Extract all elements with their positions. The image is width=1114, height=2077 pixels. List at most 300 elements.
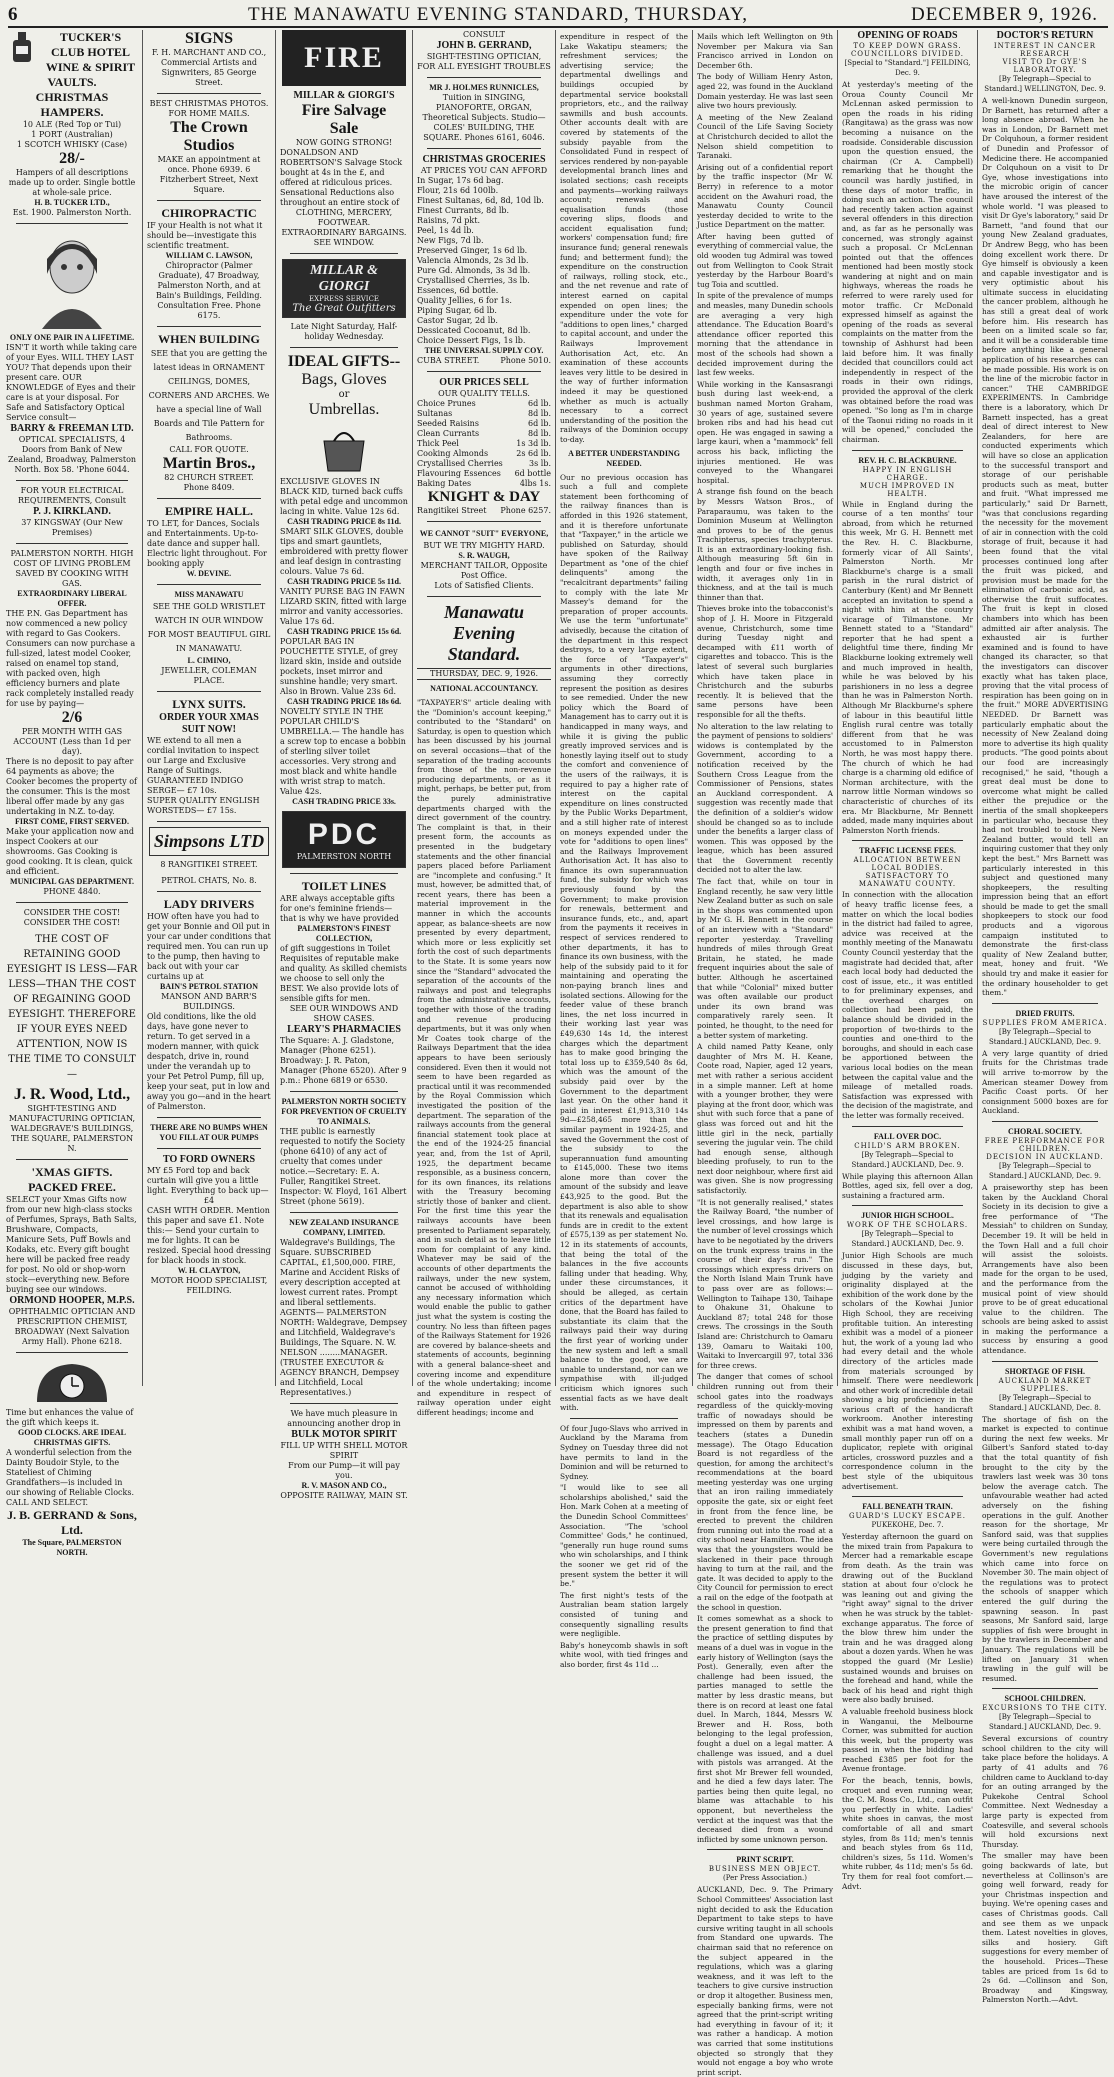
fall-dateline: [By Telegraph—Special to Standard.] AUCKLAND, Dec. 9. (851, 1150, 964, 1169)
price-item: Seeded Raisins (417, 419, 479, 428)
lynx-head2: ORDER YOUR XMAS SUIT NOW! (159, 712, 259, 735)
price-row (417, 449, 551, 459)
hooper-text: SELECT your Xmas Gifts now from our new high-class stocks of Perfumes, Sprays, Bath Salts, Brushware, Compacts, Manicure Sets, Puff Bowls and Kodaks, etc. Every gift bought here will be packed free ready for post. No old or shop-worn stock—everything new. Before buying see our windows. (6, 1195, 137, 1294)
price-value: 8d lb. (528, 429, 551, 438)
grocery-item: Raisins, 7d pkt. (417, 216, 481, 225)
ideal-item-4: POPULAR BAG IN POUCHETTE STYLE, of grey lizard skin, inside and outside pockets, inset mirror and sunshine handle; very smart. Also in Brown. Value 23s 6d. (280, 637, 402, 696)
fire-salvage-ad (280, 30, 408, 248)
doctor-sub: INTEREST IN CANCER RESEARCH (993, 42, 1097, 58)
leary-name: LEARY'S PHARMACIES (287, 1024, 401, 1035)
issue-date: DECEMBER 9, 1926. (911, 4, 1098, 25)
martin-phone: Phone 8409. (183, 483, 235, 492)
chiropractic-ad (147, 206, 271, 321)
signs-ad (147, 30, 271, 88)
news-item: A strange fish found on the beach by Messrs Watson Bros., of Paraparaumu, was taken to the Dominion Museum at Wellington and proves to be of the genus Trachipterus, species trachypterus. It is an extraordinary-looking fish. Although measuring 5ft 6in in length and four or five inches in width, it averages only 1in in thickness, and at the tail is much thinner than that. (697, 487, 833, 602)
tucker-note: Hampers of all descriptions made up to order. Single bottle at whole-sale price. (8, 168, 136, 197)
gas-first: FIRST COME, FIRST SERVED. (15, 817, 129, 826)
news-item: In spite of the prevalence of mumps and measles, many Dunedin schools are averaging a very high attendance. The Education Board's attendance officer reported this morning that the attendance in most of the schools had shown a decided improvement during the last few weeks. (697, 291, 833, 378)
logo-name: MILLAR & GIORGI (309, 263, 379, 294)
pdc-letters: PDC (307, 818, 381, 851)
news-item: Baby's honeycomb shawls in soft white wool, with tied fringes and also border, first 4s 11d ... (560, 1640, 688, 1669)
hooper-name: ORMOND HOOPER, M.P.S. (9, 1295, 135, 1306)
price-row (417, 459, 551, 469)
groceries-head: CHRISTMAS GROCERIES (422, 154, 546, 165)
column-7 (838, 30, 977, 1891)
crown-text: MAKE an appointment at once. Phone 6939. 6 Fitzherbert Street, Next Square. (157, 155, 261, 194)
tucker-ad (6, 30, 138, 218)
fish-sub: AUCKLAND MARKET SUPPLIES. (998, 1376, 1092, 1393)
price-row (417, 419, 551, 429)
knight-day-ad (417, 377, 551, 516)
masthead (8, 4, 1108, 28)
grocery-item: Dessicated Cocoanut, 8d lb. (417, 326, 531, 335)
news-item: A meeting of the New Zealand Council of the Life Saving Society at Christchurch decided to allot the Nelson shield competition to Taranaki. (697, 112, 833, 161)
grocery-item: Flour, 21s 6d 100lb. (417, 186, 499, 195)
pdc-sub: PALMERSTON NORTH (296, 852, 392, 861)
junior-sub: WORK OF THE SCHOLARS. (846, 1221, 969, 1230)
gas-text: THE P.N. Gas Department has now commenced a new policy with regard to Gas Cookers. Consumers can now purchase a full-sized, latest model Cooker, raised on enamel top stand, with packed oven, high efficiency burners and plate rack completely installed ready for use by paying— (6, 609, 136, 708)
price-table (417, 399, 551, 489)
fall-head: FALL OVER DOC. (873, 1131, 942, 1141)
gas-offer: EXTRAORDINARY LIBERAL OFFER. (17, 589, 127, 608)
leary-head2: PALMERSTON'S FINEST COLLECTION, (297, 924, 391, 943)
tucker-item: 1 PORT (Australian) (31, 130, 113, 139)
news-item: Arising out of a confidential report by the traffic inspector (Mr W. Berry) in reference to a motor accident on the Awahuri road, the Manawatu County Council yesterday decided to write to the Justice Department on the matter. (697, 162, 833, 230)
ideal-price-4: CASH TRADING PRICE 18s 6d. (286, 697, 402, 706)
news-item: The first night's tests of the Australian beam station largely consisted of tuning and consequently signalling results were negligible. (560, 1590, 688, 1639)
insurance-agents: AGENTS— PALMERSTON NORTH: Waldegrave, Dempsey and Litchfield, Waldegrave's Buildings, The Square. N. W. NELSON ........MANAGER. (TRUSTEE EXECUTOR & AGENCY BRANCH, Dempsey and Litchfield, Local Representatives.) (280, 1308, 407, 1397)
martin-text: SEE that you are getting the latest ideas in ORNAMENT CEILINGS, DOMES, CORNERS AND ARCHES. We have a special line of Wall Boards and Tile Pattern for Bathrooms. (148, 349, 270, 442)
price-item: Thick Peel (417, 439, 459, 448)
ideal-item-3: VANITY PURSE BAG IN FAWN LIZARD SKIN, fitted with large mirror and vanity accessories. Value 17s 6d. (280, 587, 407, 626)
price-value: 6d lb. (528, 399, 551, 408)
bains-sub: MANSON AND BARR'S BUILDINGS. (161, 992, 257, 1011)
christmas-groceries-ad (417, 154, 551, 366)
empire-text: TO LET, for Dances, Socials and Entertainments. Up-to-date dance and supper hall. Electric light throughout. For booking apply (147, 519, 267, 568)
empire-hall-ad (147, 504, 271, 579)
fire-see: SEE WINDOW. (313, 238, 375, 247)
ideal-item-5: NOVELTY STYLE IN THE POPULAR CHILD'S UMBRELLA.— The handle has a screw top to encase a bobbin of sterling silver toilet accessories. Very strong and most black and white handle with wrist strap to match. Value 42s. (280, 707, 406, 796)
gerrand-text: Time but enhances the value of the gift which keeps it. (6, 1408, 134, 1427)
school-body: Several excursions of country school children to the city will take place before the holidays. A party of 41 adults and 76 children came to Auckland to-day for an outing arranged by the Pukekohe Central School Committee. Next Wednesday a large party is expected from Coatesville, and several schools will hold excursions next Thursday. (982, 1734, 1108, 1849)
fire-extra: EXTRAORDINARY BARGAINS. (281, 228, 407, 237)
traffic-sub2: SATISFACTORY TO MANAWATU COUNTY. (858, 872, 957, 889)
groceries-address: CUBA STREET. (417, 356, 480, 365)
better-understanding-body: Our no previous occasion has such a full and complete statement been forthcoming of the railway finances than is afforded in this 1926 statement, and it is therefore unfortunate that "Taxpayer," in the article we published on Saturday, should have spoken of the Railway Department as "one of the chief delinquents" among the "recalcitrant departments" failing to comply with the late Mr Massey's demand for the preparation of proper accounts. We use the term "unfortunate" advisedly, because the citation of the department in this respect destroys, to a very large extent, the force of "Taxpayer's" arguments in other directions, assuming they correctly represent the position as desires to see remedied. Under the new policy which the Board of Management has to carry out it is handicapped in many ways, and while it is giving the public greatly improved services and is honestly laying itself out to study the comfort and convenience of the users of the railways, it is required to pay a higher rate of interest on the capital expenditure on lines constructed by the Public Works Department, and a still higher rate of interest on moneys expended under the vote for "additions to open lines" and the Railways Improvement Authorisation Act. It has also to finance its own superannuation fund, the subsidy for which was previously found by the Government; to make provision for renewals, betterment and insurance funds, etc., and, apart from the payments it receives in respect of services rendered to other departments, it has to finance its own business, with the help of the subsidy paid to it for maintaining and operating the non-paying branch lines and isolated sections. Allowing for the feeder value of these branch lines, the net loss incurred in their working last year was £49,630 14s 1d, the interest charges which the department has to make good bringing the total loss up to £359,540 8s 6d, which was the amount of the subsidy paid over by the Government to the department last year. On the other hand it paid in interest £1,913,310 14s 9d—£258,465 more than the similar payment in 1924-25, and saved the Government the cost of the subsidy to the superannuation fund amounting to £145,000. These two items alone more than cover the amount of the subsidy and leave £43,925 to the good. But the department is also able to show that its renewals and equalisation funds are in credit to the extent of £575,139 as per statement No. 12 in its statements of accounts, that being the total of the balances in the five accounts falling under that heading. Why, under these circumstances, it should be alleged, as certain critics of the department have done, that the Board has failed to substantiate its claim that the railways paid their way during the first year of working under the new system and left a small balance to the good, we are unable to understand, nor can we sympathise with ill-judged criticism which ignores such essential facts as we have dealt with. (560, 472, 688, 1413)
gerrand-address: The Square, PALMERSTON NORTH. (22, 1538, 122, 1557)
fall-sub: CHILD'S ARM BROKEN. (854, 1141, 961, 1150)
gerrand-clocks-ad (6, 1358, 138, 1558)
price-row (417, 429, 551, 439)
groceries-phone: Phone 5010. (500, 356, 551, 365)
ideal-head: IDEAL GIFTS-- (287, 353, 401, 370)
editorial-continued: expenditure in respect of the Lake Wakatipu steamers; the refreshment services; the advertising service; the departmental dwellings and buildings occupied by departmental service bookstall proprietors, etc., and the railway sawmills and bush accounts. Other accounts dealt with are covered by statements of the subsidy payable from the Consolidated Fund in respect of services rendered by non-payable developmental branch lines and isolated sections; cash receipts and payments—working railways account; renewals and equalisation funds (those covering slips, floods and accident equalisation fund; workers' compensation fund; fire insurance fund; general renewals fund; and betterment fund); the expenditure on the construction of railways, rolling stock, etc., and the net revenue and rate of interest earned on capital expended on open lines; the expenditure under the vote for "additions to open lines," charged to capital account, and under the Railways Improvement Authorisation Act, etc. An examination of these accounts leaves very little to be desired in the way of further information indeed it may be questioned whether as much is actually necessary to a correct understanding of the position the railways of the Dominion occupy to-day. (560, 32, 688, 444)
news-item: No alteration to the law relating to the payment of pensions to soldiers' widows is contemplated by the Government, according to a notification received by the Southern Cross League from the Commissioner of Pensions, states an Auckland correspondent. A suggestion was recently made that the definition of a soldier's widow should be changed so as to include under the benefits a larger class of women. This was opposed by the league, which has been assured that the Government recently decided not to alter the law. (697, 721, 833, 875)
clayton-text: MY £5 Ford top and back curtain will give you a little light. Everything to back up— (147, 1166, 269, 1195)
gerrand-text2: A wonderful selection from the Dainty Boudoir Style, to the Stateliest of Chiming Grandfathers—is included in our showing of Reliable Clocks. CALL AND SELECT. (6, 1448, 135, 1507)
ideal-item-2: SMART SILK GLOVES, double tips and smart gauntlets, embroidered with pretty flower and leaf design in contrasting colours. Value 7s 6d. (280, 527, 408, 576)
prices-head: OUR PRICES SELL (439, 377, 529, 388)
grocery-item: Castor Sugar, 2d lb. (417, 316, 498, 325)
price-row (417, 439, 551, 449)
junior-dateline: [By Telegraph—Special to Standard.] AUCKLAND, Dec. 9. (851, 1230, 964, 1249)
editorial-flag (417, 602, 551, 680)
grocery-item: Crystallised Cherries, 3s lb. (417, 276, 530, 285)
fire-text: DONALDSON AND ROBERTSON'S Salvage Stock bought at 4s in the £, and offered at ridiculous prices. Sensational Reductions also throughout an entire stock of (280, 148, 403, 207)
traffic-head: TRAFFIC LICENSE FEES. (859, 846, 956, 856)
bains-head: LADY DRIVERS (163, 897, 255, 911)
barry-sub: OPTICAL SPECIALISTS, 4 Doors from Bank of New Zealand, Broadway, Palmerston North. Box 58. 'Phone 6044. (7, 435, 137, 474)
fire-sale2: Sale (329, 120, 359, 137)
tucker-name: TUCKER'S CLUB HOTEL WINE & SPIRIT VAULTS. (45, 30, 136, 89)
school-sub: EXCURSIONS TO THE CITY. (982, 1704, 1108, 1713)
kirkland-text: FOR YOUR ELECTRICAL REQUIREMENTS, Consult (18, 486, 126, 505)
crown-head: BEST CHRISTMAS PHOTOS. FOR HOME MAILS. (149, 99, 269, 118)
column-1 (2, 30, 142, 1557)
news-item: The body of William Henry Aston, aged 22, was found in the Auckland Domain yesterday. He was last seen alive two hours previously. (697, 72, 833, 111)
news-item: Of four Jugo-Slavs who arrived in Auckland by the Marama from Sydney on Tuesday three did not have permits to land in the Dominion and will be returned to Sydney. (560, 1423, 688, 1481)
grocery-item: Finest Currants, 8d lb. (417, 206, 510, 215)
simpsons-ad (147, 827, 271, 886)
fish-head: SHORTAGE OF FISH. (1005, 1366, 1085, 1376)
animals-notice (280, 1097, 408, 1207)
gas-dept: MUNICIPAL GAS DEPARTMENT. (10, 877, 134, 886)
cimino-head: MISS MANAWATU (174, 590, 244, 599)
grocery-item: Quality Jellies, 6 for 1s. (417, 296, 512, 305)
leary-head: TOILET LINES (301, 879, 387, 893)
jbg-sub: SIGHT-TESTING OPTICIAN, (426, 52, 542, 61)
clock-icon (32, 1358, 112, 1404)
grocery-item: Preserved Ginger, 1s 6d lb. (417, 246, 528, 255)
choral-body: A praiseworthy step has been taken by the Auckland Choral Society in its decision to give a free performance of "The Messiah" to children on Sunday, December 19. It will be held in the Town Hall and a full choir will assist the soloists. Arrangements have also been made for the organ to be used, and the performance from the musical point of view should prove to be of great educational value to the children. The schools are being asked to assist in making the performance a success by ensuring a good attendance. (982, 1182, 1108, 1356)
insurance-text: Waldegrave's Buildings, The Square. SUBSCRIBED CAPITAL, £1,500,000. FIRE, Marine and Accident Risks of every description accepted at lowest current rates. Prompt and liberal settlements. (280, 1238, 401, 1307)
clayton-head: TO FORD OWNERS (162, 1154, 256, 1165)
doctor-dateline: [By Telegraph—Special to Standard.] WELLINGTON, Dec. 9. (984, 75, 1106, 93)
fire-items: CLOTHING, MERCERY, FOOTWEAR. (295, 208, 393, 227)
late-night: Late Night Saturday, Half-holiday Wednesday. (290, 322, 398, 341)
clayton-text2: CASH WITH ORDER. Mention this paper and save £1. Note this:— Send your curtain to me for lights. It can be resized. Special hood dressing for black hoods in stock. (147, 1206, 271, 1265)
barry-text: ISN'T it worth while taking care of your Eyes. WILL THEY LAST YOU? That depends upon their present care. OUR KNOWLEDGE of Eyes and their care is at your disposal. For Safe and Satisfactory Optical Service consult— (6, 343, 137, 422)
bulk-text2: FILL UP WITH SHELL MOTOR SPIRIT (280, 1441, 408, 1460)
logo-sub: EXPRESS SERVICE (308, 295, 380, 303)
price-value: 6d lb. (528, 419, 551, 428)
price-value: 1s 3d lb. (516, 439, 551, 448)
runnicles-name: MR J. HOLMES RUNNICLES, (429, 83, 539, 92)
gas-text3: Make your application now and inspect Cookers at our showrooms. Gas Cooking is good cooking. It is clean, quick and efficient. (6, 827, 135, 876)
traffic-body: In connection with the allocation of heavy traffic license fees, a matter on which the local bodies in the district had failed to agree, advice was received at the monthly meeting of the Manawatu County Council yesterday that the magistrate had decided that, after each local body had deducted the cost of issue, etc., it was entitled to for preliminary expenses, and the overhead charges on collection had been paid, the balance should be divided in the proportion of two-thirds to the counties and one-third to the boroughs, and should in each case be apportioned between the various local bodies on the mean between the capital value and the mileage of metalled roads. Satisfaction was expressed with the decision of the magistrate, and the letter was formally received. (842, 890, 973, 1120)
bottle-icon (6, 30, 40, 64)
clayton-sub: MOTOR HOOD SPECIALIST, FEILDING. (150, 1276, 268, 1295)
print-script-sub2: (Per Press Association.) (723, 1874, 807, 1883)
crown-name: The Crown Studios (170, 119, 248, 154)
news-item: While working in the Kansasrangi bush during last week-end, a bushman named Morton Graham, 30 years of age, sustained severe broken ribs and had his head cut open. He was engaged in sawing a large kauri, when a "mammock" fell across his back, inflicting the injuries mentioned. He was conveyed to the Whangarei hospital. (697, 379, 833, 485)
martin-bros-ad (147, 332, 271, 493)
cimino-ad (147, 590, 271, 686)
price-value: 4lbs 1s. (519, 479, 551, 488)
print-script-head: PRINT SCRIPT. (736, 1855, 794, 1865)
roads-body: At yesterday's meeting of the Oroua County Council Mr McLennan asked permission to open the roads in his riding (Rangitawa) as the grass was now becoming a nuisance on the roadside. Considerable discussion upon the question ensued, the chairman (Cr A. Campbell) remarking that he thought the council was hardly justified, in these days of motor traffic, in doing such an action. The council had recently taken action against several offenders in this direction and, as far as he personally was concerned, was strongly against such a proposal. Cr McLennan pointed out that the offences mentioned had been mostly stock wandering at night and on main highways, whereas the roads he referred to were rarely used for motor traffic. Cr McDonald expressed himself as against the opening of the roads as several complaints on the matter from the township of Ashhurst had been laid before him. It was finally decided that councillors could act independently in respect of the roads in their own ridings, provided the approval of the clerk was obtained before the road was opened. "So long as I'm in charge of the Taonui riding no roads in it will be opened," concluded the chairman. (842, 80, 973, 444)
news-item: After having been gutted of everything of commercial value, the old wooden tug Admiral was towed out from Wellington to Cook Strait yesterday by the Harbour Board's tug Toia and scuttled. (697, 231, 833, 289)
martin-name: Martin Bros., (162, 455, 256, 472)
rev-sub: HAPPY IN ENGLISH CHARGE. (862, 465, 953, 482)
dried-body: A very large quantity of dried fruits for the Christmas trade will arrive to-morrow by the American steamer Dowey from Pacific Coast ports. Of her consignment 5000 boxes are for Auckland. (982, 1048, 1108, 1116)
barry-firm: BARRY & FREEMAN LTD. (10, 423, 134, 434)
rev-sub2: MUCH IMPROVED IN HEALTH. (859, 481, 956, 498)
ideal-price-5: CASH TRADING PRICE 33s. (292, 797, 396, 806)
prices-sub: OUR QUALITY TELLS. (438, 389, 530, 398)
choral-dateline: [By Telegraph—Special to Standard.] AUCKLAND, Dec. 9. (989, 1161, 1101, 1180)
price-value: 3s lb. (529, 459, 551, 468)
runnicles-ad (417, 83, 551, 143)
jbg-name: JOHN B. GERRAND, (436, 40, 532, 51)
animals-head: PALMERSTON NORTH SOCIETY FOR PREVENTION OF CRUELTY TO ANIMALS. (281, 1097, 407, 1126)
hooper-head: 'XMAS GIFTS. PACKED FREE. (28, 1165, 116, 1194)
flag-date: THURSDAY, DEC. 9, 1926. (417, 668, 551, 680)
column-6 (693, 30, 837, 2077)
fall-body: While playing this afternoon Allan Bottles, aged six, fell over a dog, sustaining a fractured arm. (842, 1171, 973, 1200)
rev-head: REV. H. C. BLACKBURNE. (858, 455, 957, 465)
insurance-head: NEW ZEALAND INSURANCE COMPANY, LIMITED. (289, 1218, 399, 1237)
grocery-item: New Figs, 7d lb. (417, 236, 484, 245)
bulk-head: BULK MOTOR SPIRIT (291, 1429, 397, 1440)
price-item: Clean Currants (417, 429, 480, 438)
wood-name: J. R. Wood, Ltd., (13, 1086, 131, 1103)
grocery-item: Pure Gd. Almonds, 3s 3d lb. (417, 266, 531, 275)
news-item: The fact that, while on tour in England recently, he saw very little New Zealand butter as such on sale in the shops was commented upon by Mr G. H. Bennett in the course of an interview with a "Standard" reporter yesterday. Travelling hundreds of miles through Great Britain, he stated, he made frequent inquiries about the sale of butter. Although he ascertained that while "Colonial" mixed butter was often available our product under its own brand was comparatively rarely seen. It pointed, he thought, to the need for a better system of marketing. (697, 877, 833, 1040)
price-row (417, 479, 551, 489)
runnicles-text: Tuition in SINGING, PIANOFORTE, ORGAN, Theoretical Subjects. Studio— COLES' BUILDING, THE SQUARE. Phones 6161, 6046. (422, 93, 546, 142)
tucker-address: Est. 1900. Palmerston North. (12, 208, 132, 217)
gas-text2: There is no deposit to pay after 64 payments as above; the Cooker becomes the property of the consumer. This is the most liberal offer made by any gas undertaking in N.Z. to-day. (6, 757, 137, 816)
flag-line-1: Manawatu (443, 602, 525, 622)
leary-windows: SEE OUR WINDOWS AND SHOW CASES. (289, 1004, 399, 1023)
millar-giorgi-logo (282, 259, 406, 318)
tucker-item: 10 ALE (Red Top or Tui) (22, 120, 122, 129)
tucker-firm: H. B. TUCKER LTD., (34, 198, 110, 207)
bulk-address: OPPOSITE RAILWAY, MAIN ST. (280, 1491, 408, 1500)
grocery-item: Finest Sultanas, 6d, 8d, 10d lb. (417, 196, 544, 205)
ideal-item-1: EXCLUSIVE GLOVES IN BLACK KID, turned back cuffs with petal edge and uncommon lacing in white. Value 12s 6d. (280, 477, 408, 516)
ideal-or: or (338, 389, 350, 400)
grocery-list (417, 176, 551, 346)
ideal-sub2: Umbrellas. (308, 401, 380, 418)
ideal-price-3: CASH TRADING PRICE 15s 6d. (286, 627, 402, 636)
doctor-body: A well-known Dunedin surgeon, Dr Barnett, has returned after a long absence abroad. When he was in London, Dr Barnett met Dr Colquhoun, a former resident of Dunedin and Professor of Medicine there. He accompanied Dr Colquhoun on a visit to Dr Gye, whose investigations into the microbic origin of cancer have aroused the interest of the whole world. "I was pleased to visit Dr Gye's laboratory," said Dr Barnett, "and found that our young New Zealand graduates, Dr Andrew Begg, who has been doing excellent work there. Dr Gye himself is obviously a keen and capable investigator and is very optimistic about his ultimate success in elucidating the cancer problem, although he has still a great deal of work before him. His research has been on a limited scale so far, and it will be a considerable time before anything like a general application of his researches can be made possible. His work is on the line of the microbic factor in cancer." THE CAMBRIDGE EXPERIMENTS. In Cambridge there is a laboratory, which Dr Barnett inspected, has a great deal of direct interest to New Zealanders, for here are conducted experiments which will have so close an application to the successful transport and storage of our perishable products such as meat, butter and fruit. "What impressed me particularly," said Dr Barnett, "was that conclusions regarding the necessity for the movement of air in connection with the cold storage of fruit, because it had been found that the vital processes continued long after the fruit was picked, and provision must be made for the elimination of carbonic acid, as otherwise the fruit suffocates. The fruit is kept in closed chambers into which has been admitted air after analysis. The exhausted air is further examined and is found to have changed its character, so that the investigators can discover exactly what has taken place, proving that the vital process of respiration has been going on in the fruit." MORE ADVERTISING NEEDED. Dr Barnett was particularly emphatic about the necessity of New Zealand doing more to advertise its high quality products. "The good points about our food are increasingly recognised," he said, "though a great deal must be done to overcome what might be called either the prejudice or the inertia of the small shopkeepers in particular who, because they had not troubled to stock New Zealand butter, would tell an inquiring customer that they only kept the best." Mrs Barnett was particularly interested in this subject and questioned many shopkeepers, the resulting impression being that an effort should be made to get the small shopkeepers to stock our food products and a vigorous campaign instituted to demonstrate the first-class quality of New Zealand butter, meat, honey and fruit. "We should try and make it easier for the ordinary householder to get them." (982, 96, 1108, 998)
kirkland-ad (6, 486, 138, 538)
simpsons-address: 8 RANGITIKEI STREET. (160, 860, 258, 869)
choral-head: CHORAL SOCIETY. (1008, 1126, 1082, 1136)
traffic-sub: ALLOCATION BETWEEN LOCAL BODIES. (853, 856, 962, 873)
petrol-chats: PETROL CHATS, No. 8. (161, 876, 257, 885)
junior-body: Junior High Schools are much discussed in these days, but, judging by the variety and originality displayed at the exhibition of the work done by the scholars of the Kowhai Junior High School, they are receiving profitable tuition. An interesting exhibit was a model of a pioneer hut, the work of a young lad who had every detail and the whole directory of the articles made from materials scrounged by himself. There were needlework and other work of incredible detail showing a big proficiency in the various craft of the handicraft workroom. Another interesting exhibit was a mat hand woven, a small monthly paper run off on a duplicator, replete with original articles, crossword puzzles and a correspondence column in the best style of the ubiquitous advertisement. (842, 1251, 973, 1491)
empire-name: W. DEVINE. (186, 569, 232, 578)
simpsons-logo: Simpsons LTD (149, 827, 269, 856)
waugh-sub2: Lots of Satisfied Clients. (434, 581, 534, 590)
dried-head: DRIED FRUITS. (1015, 1008, 1075, 1018)
prices-address: Rangitikei Street (417, 506, 487, 515)
logo-tag: The Great Outfitters (292, 303, 396, 314)
gas-price: 2/6 (61, 709, 83, 726)
flag-line-2: Evening Standard. (447, 623, 521, 664)
groceries-firm: THE UNIVERSAL SUPPLY COY. (424, 346, 544, 355)
ideal-price-2: CASH TRADING PRICE 5s 11d. (287, 577, 401, 586)
train-sub: GUARD'S LUCKY ESCAPE. (849, 1512, 966, 1521)
bulk-name: R. V. MASON AND CO., (301, 1481, 387, 1490)
newspaper-title: THE MANAWATU EVENING STANDARD, THURSDAY, (248, 4, 749, 25)
column-5 (556, 30, 692, 1669)
news-item: A child named Patty Keane, only daughter of Mrs M. H. Keane, Coote road, Napier, aged 12 years, met with rather a serious accident in a simple manner. Left at home with a younger brother, they were playing at the front door, which was shut with such force that a pane of glass was forced out and hit the little girl in the neck, partially severing the jugular vein. The child had enough sense, although bleeding profusely, to run to the next door neighbour, where first aid was given. She is now progressing satisfactorily. (697, 1042, 833, 1196)
hooper-ad (6, 1165, 138, 1347)
tucker-price: 28/- (59, 150, 85, 167)
bains-text2: Old conditions, like the old days, have gone never to return. To get served in a modern manner, with quick despatch, drive in, round under the verandah up to your Pet Petrol Pump, fill up, keep your seat, put in low and away you go—and in the heart of Palmerston. (147, 1012, 271, 1111)
roads-dateline: [Special to "Standard."] FEILDING, Dec. 9. (844, 59, 971, 77)
lynx-text: WE extend to all men a cordial invitation to inspect our Large and Exclusive Range of Suitings. (147, 736, 259, 775)
train-body: Yesterday afternoon the guard on the mixed train from Papakura to Mercer had a remarkable escape from death. As the train was drawing out of the Buckland station at about four o'clock he was leaning out and giving the "right away" signal to the driver when he was struck by the tablet-exchange apparatus. The force of the blow threw him under the train and he was dragged along about a dozen yards. When he was stopped the guard (Mr Leslie) sustained wounds and bruises on the forehead and hand, while the back of his head and right thigh were also badly bruised. (842, 1532, 973, 1705)
page-number: 6 (8, 4, 19, 25)
news-item: The danger that comes of school children running out from their school gates into the roadways regardless of the quickly-moving traffic of nowadays should be impressed on them by parents and teachers (states a Dunedin message). The Otago Education Board is not regardless of the question, for among the architect's recommendations at the board meeting yesterday was one urging that an iron railing immediately opposite the gate, six or eight feet in front from the fence line, be erected to prevent the children from running out into the road at a city school near Hamilton. The idea was that the youngsters would be slackened in their pace through having to turn at the rail, and the gate. It was decided to apply to the City Council for permission to erect a rail on the edge of the footpath at the school in question. (697, 1372, 833, 1612)
price-row (417, 469, 551, 479)
gas-sub: PER MONTH WITH GAS ACCOUNT (Less than 1d per day). (13, 727, 131, 756)
editorial-body: "TAXPAYER'S" article dealing with the "Dominion's account keeping," contributed to the "Standard" on Saturday, is open to question which has been discussed by his journal on several occasions—that of the separation of the trading accounts from those of the non-revenue producing departments, or as it might, perhaps, be better put, from the purely administrative departments charged with the direct government of the country. The complaint is that, in their present form, the accounts as presented in the budgetary statements and the other financial papers placed before Parliament are "incomplete and confusing." It must, however, be admitted that, of recent years, there has been a material improvement in the manner in which the accounts appear, as balance-sheets are now presented by every department, which more or less explicitly set forth the cost of such departments to the State. It is some years now since the "Standard" advocated the separation of the accounts of the railways and post and telegraphs from the administrative accounts, together with those of the trading and revenue producing departments, but it was only when Mr Coates took charge of the Railways Department that the idea appears to have been seriously considered. Even then it would not seem to have been regarded as practical until it was recommended by the Royal Commission which investigated the position of the department. The separation of the railways accounts from the general financial statement took place at the end of the 1924-25 financial year, and, from the 1st of April, 1925, the department became responsible, as a business concern, for its own finances, its relations with the Treasury becoming strictly those of banker and client. For the first time this year the railways accounts have been presented to Parliament separately, and in such detail as to leave little room for complaint of any kind. Whatever may be said of the accounts of other departments the railways, under the new system, cannot be accused of withholding any necessary information which would enable the public to gather just what the system is costing the country. No less than fifteen pages of the Railways Statement for 1926 are covered by balance-sheets and statements of accounts, beginning with a general balance-sheet and covering income and expenditure of the whole undertaking; income and expenditure in respect of railway operation under eight different headings; income and (417, 698, 551, 1417)
martin-call: CALL FOR QUOTE. (169, 445, 249, 454)
cimino-sub: JEWELLER, COLEMAN PLACE. (161, 666, 257, 685)
price-item: Choice Prunes (417, 399, 476, 408)
lynx-g2: SUPER QUALITY ENGLISH WORSTEDS— £7 15s. (147, 796, 260, 815)
doctor-head: DOCTOR'S RETURN (996, 30, 1094, 41)
bulk-text: We have much pleasure in announcing another drop in (287, 1409, 401, 1428)
price-item: Flavouring Essences (417, 469, 501, 478)
fire-sale1: Fire Salvage (301, 102, 387, 119)
price-value: 6d bottle (514, 469, 551, 478)
fish-body: The shortage of fish on the market is expected to continue during the next few weeks. Mr Gilbert's Sanford stated to-day that the total quantity of fish brought to the city by the trawlers last week was 30 tons below the average catch. The unfavourable weather had acted adversely on the fishing operations in the gulf. Another reason for the shortage, Mr Sanford said, was that supplies were being curtailed through the Government's new regulations which came into force on November 30. The main object of the regulations was to protect the schools of snapper which entered the gulf during the spawning season. In past seasons, Mr Sanford said, large supplies of fish were brought in by the trawlers in December and January. The regulations will be lifted on January 31 when trawling in the gulf will be resumed. (982, 1414, 1108, 1683)
wood-head: CONSIDER THE COST! CONSIDER THE COST! (23, 908, 121, 927)
wood-sub: SIGHT-TESTING AND MANUFACTURING OPTICIAN, WALDEGRAVE'S BUILDINGS, THE SQUARE, PALMERSTON N. (8, 1104, 136, 1153)
price-row (417, 409, 551, 419)
rev-body: While in England during the course of a ten months' tour abroad, from which he returned this week, Mr G. H. Bennett met the Rev. H. C. Blackburne, formerly vicar of All Saints', Palmerston North. Mr Blackburne's charge is a small parish in the rural district of Canterbury (Kent) and Mr Bennett accepted an invitation to spend a night with him at the country vicarage of Tilmanstone. Mr Bennett stated to a "Standard" reporter that he had spent a delightful time there, finding Mr Blackburne looking extremely well and much improved in health, while he was beloved by his parishioners in no less a degree than he was in Palmerston North. Although Mr Blackburne's sphere of labour in this beautiful little English rural centre was totally different from that he was accustomed to in Palmerston North, he was most happy there. The church of which he had charge is a charming old edifice of Norman architecture, with the narrow little Norman windows so characteristic of churches of its era. Mr Blackburne, Mr Bennett added, made many inquiries about Palmerston North friends. (842, 499, 973, 835)
grocery-item: Valencia Almonds, 2s 3d lb. (417, 256, 529, 265)
price-row (417, 399, 551, 409)
school-dateline: [By Telegraph—Special to Standard.] AUCKLAND, Dec. 9. (989, 1713, 1101, 1732)
choral-sub2: DECISION IN AUCKLAND. (986, 1152, 1104, 1161)
fire-word: FIRE (304, 41, 384, 74)
grocery-item: Piping Sugar, 6d lb. (417, 306, 497, 315)
martin-head: WHEN BUILDING (158, 332, 260, 346)
gas-phone: PHONE 4840. (43, 887, 101, 896)
roads-head: OPENING OF ROADS (857, 30, 958, 41)
chiro-text: IF your Health is not what it should be—investigate this scientific treatment. (147, 221, 263, 250)
leary-text: ARE always acceptable gifts for one's feminine friends—that is why we have provided (280, 894, 399, 923)
bains-name: BAIN'S PETROL STATION (160, 982, 258, 991)
gas-head: PALMERSTON NORTH. HIGH COST OF LIVING PROBLEM SAVED BY COOKING WITH GAS. (10, 549, 134, 588)
school-head: SCHOOL CHILDREN. (1004, 1694, 1086, 1704)
bulk-spirit-ad (280, 1409, 408, 1501)
barry-lead: ONLY ONE PAIR IN A LIFETIME. (9, 333, 135, 342)
cimino-name: L. CIMINO, (187, 656, 231, 665)
tucker-item: 1 SCOTCH WHISKY (Case) (16, 140, 128, 149)
waugh-name: S. R. WAUGH, (458, 551, 510, 560)
gas-department-ad (6, 549, 138, 897)
portrait-illustration (27, 229, 117, 329)
barry-freeman-ad (6, 229, 138, 475)
print-script-body: AUCKLAND, Dec. 9. The Primary School Committees' Association last night decided to ask the Education Department to take steps to have cursive writing taught in all schools from Standard one upwards. The chairman said that no reference on the subject appeared in the regulations, which was a glaring weakness, and it was left to the teachers to give cursive instruction or drop it altogether. Business men, especially banking firms, were not agreed that the print-script writing had everything in favour of it; it was rather a handicap. A motion was carried that some institutions objected so strongly that they would not engage a boy who wrote print script. (697, 1885, 833, 2077)
grocery-item: In Sugar, 17s 6d bag. (417, 176, 504, 185)
grocery-item: Essences, 6d bottle. (417, 286, 499, 295)
column-3 (276, 30, 412, 1500)
bulk-text3: From our Pump—it will pay you. (288, 1461, 400, 1480)
roads-sub2: COUNCILLORS DIVIDED. (850, 50, 965, 58)
kirkland-address: 37 KINGSWAY (Our New Premises) (21, 518, 123, 537)
pdc-logo (282, 811, 406, 868)
train-head: FALL BENEATH TRAIN. (862, 1502, 953, 1512)
news-item: Thieves broke into the tobacconist's shop of J. H. Moore in Fitzgerald avenue, Christchurch, some time during Tuesday night and decamped with £11 worth of cigarettes and tobacco. This is the latest of several such burglaries which have taken place in Christchurch and the suburbs recently. It is believed that the same persons have been responsible for all the thefts. (697, 604, 833, 719)
column-8 (978, 30, 1112, 2005)
waugh-ad (417, 527, 551, 591)
ideal-gifts-ad (280, 353, 408, 807)
doctor-sub2: VISIT TO Dr GYE'S LABORATORY. (1002, 58, 1088, 74)
leary-pharmacies-ad (280, 879, 408, 1086)
chiro-name: WILLIAM C. LAWSON, (165, 251, 253, 260)
news-item: "It is not generally realised," states the Railway Board, "the number of level crossings, and how large is the number of level crossings which have to be negotiated by the drivers on the trunk express trains in the course of their day's run." The crossings which express drivers on the North Island Main Trunk have to pass over are as follows:—Wellington to Taihape 130, Taihape to Ohakune 31, Ohakune to Auckland 87; total 248 for those crews. The crossings in the South Island are: Christchurch to Oamaru 139, Oamaru to Waitaki 100, Waitaki to Invercargill 97, total 336 for three crews. (697, 1197, 833, 1370)
better-understanding-head: A BETTER UNDERSTANDING NEEDED. (568, 448, 680, 468)
gerrand-name: J. B. GERRAND & Sons, Ltd. (7, 1508, 137, 1537)
news-item: A valuable freehold business block in Wanganui, the Melbourne Corner, was submitted for auction this week, but the property was passed in when the bidding had reached £385 per foot for the Avenue frontage. (842, 1706, 973, 1774)
leary-text2: of gift suggestions in Toilet Requisites of reputable make and quality. As skilled chemists we choose to sell only the BEST. We also provide lots of sensible gifts for men. (280, 944, 407, 1003)
signs-head: SIGNS (184, 30, 234, 47)
wood-text: THE COST OF RETAINING GOOD EYESIGHT IS LESS—FAR LESS—THAN THE COST OF REGAINING GOOD EYESIGHT. THEREFORE IF YOUR EYES NEED ATTENTION, NOW IS THE TIME TO CONSULT— (6, 934, 138, 1080)
wood-ad (6, 908, 138, 1154)
jbg-sub2: FOR ALL EYESIGHT TROUBLES (417, 62, 551, 71)
price-value: 2s 6d lb. (516, 449, 551, 458)
bains-text: HOW often have you had to get your Bonnie and Oil put in your car under conditions that required men. You can run up to the pump, then having to back out with your car curtains up at (147, 912, 271, 981)
chiro-head: CHIROPRACTIC (161, 206, 257, 220)
dried-sub: SUPPLIES FROM AMERICA. (982, 1018, 1108, 1027)
waugh-head: WE CANNOT "SUIT" EVERYONE, (419, 529, 549, 538)
ideal-price-1: CASH TRADING PRICE 8s 11d. (287, 517, 401, 526)
tucker-headline: CHRISTMAS HAMPERS. (35, 90, 109, 119)
handbag-illustration (314, 423, 374, 473)
clayton-ad (147, 1154, 271, 1296)
grocery-item: Peel, 1s 4d lb. (417, 226, 474, 235)
chiro-sub: Chiropractor (Palmer Graduate), 47 Broadway, Palmerston North, and at Bain's Buildings, Feilding. Consultation Free. Phone 6175. (156, 261, 262, 320)
lynx-suits-ad (147, 697, 271, 816)
news-item: The smaller may have been going backwards of late, but nevertheless at Collinson's are going well forward, ready for your Christmas inspection and buying. We're opening cases and cases of Christmas goods. Call and see them as we unpack them. Latest novelties in gloves, silks and hosiery. Gift suggestions for every member of the household. Prices—These tables are priced from 1s 6d to 2s 6d. —Collinson and Son, Broadway and Kingsway, Palmerston North.—Advt. (982, 1851, 1108, 2005)
news-item: "I would like to see all scholarships abolished," said the Hon. Mark Cohen at a meeting of the Dunedin School Committees' Association. "The 'school Committee' Gods," he continued, "generally run huge round sums who win scholarships, and I think the sooner we get rid of the present system the better it will be." (560, 1483, 688, 1589)
bains-petrol-ad (147, 897, 271, 1112)
dried-dateline: [By Telegraph—Special to Standard.] AUCKLAND, Dec. 9. (989, 1027, 1101, 1046)
lynx-head: LYNX SUITS. (172, 697, 246, 711)
price-item: Baking Dates (417, 479, 472, 488)
fish-dateline: [By Telegraph—Special to Standard.] AUCKLAND, Dec. 8. (989, 1393, 1101, 1412)
price-value: 8d lb. (528, 409, 551, 418)
price-item: Cooking Almonds (417, 449, 489, 458)
bumps-head: THERE ARE NO BUMPS WHEN YOU FILL AT OUR PUMPS (150, 1123, 268, 1142)
junior-head: JUNIOR HIGH SCHOOL. (861, 1211, 954, 1221)
price-item: Crystallised Cherries (417, 459, 503, 468)
prices-phone: Phone 6257. (500, 506, 551, 515)
waugh-text: BUT WE TRY MIGHTY HARD. (423, 541, 545, 550)
prices-firm: KNIGHT & DAY (427, 489, 541, 505)
print-script-sub: BUSINESS MEN OBJECT. (708, 1865, 822, 1874)
grocery-item: Choice Dessert Figs, 1s lb. (417, 336, 526, 345)
cimino-text: SEE THE GOLD WRISTLET WATCH IN OUR WINDOW FOR MOST BEAUTIFUL GIRL IN MANAWATU. (147, 602, 271, 653)
clayton-price: £4 (203, 1196, 215, 1205)
lynx-g1: GUARANTEED INDIGO SERGE— £7 10s. (147, 776, 244, 795)
ideal-sub: Bags, Gloves (301, 371, 387, 388)
insurance-ad (280, 1218, 408, 1398)
fire-going: NOW GOING STRONG! (295, 138, 393, 147)
fire-name: MILLAR & GIORGI'S (293, 90, 395, 101)
jb-gerrand-ad (417, 30, 551, 72)
